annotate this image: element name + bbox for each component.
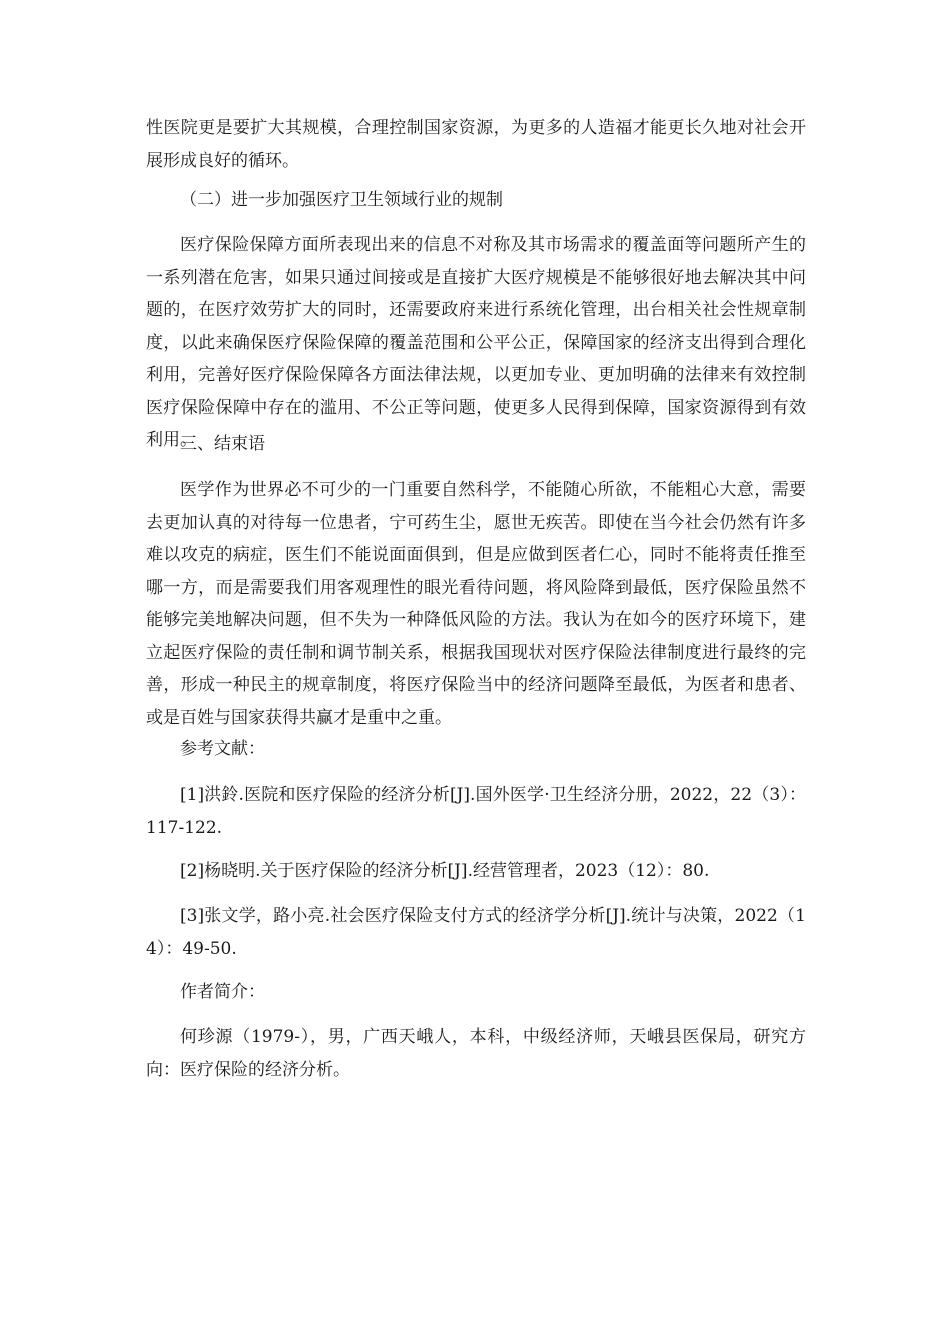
paragraph-regulation: 医疗保险保障方面所表现出来的信息不对称及其市场需求的覆盖面等问题所产生的一系列潜在危害，如果只通过间接或是直接扩大医疗规模是不能够很好地去解决其中问题的，在医疗效劳扩大的同时，还需要政府来进行系统化管理，出台相关社会性规章制度，以此来确保医疗保险保障的覆盖范围和公平公正，保障国家的经济支出得到合理化利用，完善好医疗保险保障各方面法律法规，以更加专业、更加明确的法律来有效控制医疗保险保障中存在的滥用、不公正等问题，使更多人民得到保障，国家资源得到有效利用。 [146, 235, 806, 450]
section-heading-conclusion: 三、结束语 [180, 434, 265, 454]
reference-item: [2]杨晓明.关于医疗保险的经济分析[J].经营管理者，2023（12）：80. [180, 861, 710, 881]
reference-item: [1]洪鈴.医院和医疗保险的经济分析[J].国外医学·卫生经济分册，2022，22（3）：117-122. [146, 785, 806, 838]
references-heading: 参考文献： [180, 739, 265, 759]
author-bio-heading: 作者简介： [180, 982, 265, 1002]
reference-item: [3]张文学，路小亮.社会医疗保险支付方式的经济学分析[J].统计与决策，2022（14）：49-50. [146, 906, 806, 959]
section-heading-regulation: （二）进一步加强医疗卫生领域行业的规制 [180, 190, 503, 210]
paragraph-continuation: 性医院更是要扩大其规模，合理控制国家资源，为更多的人造福才能更长久地对社会开展形成良好的循环。 [146, 118, 806, 171]
author-bio: 何珍源（1979-），男，广西天峨人，本科，中级经济师，天峨县医保局，研究方向：医疗保险的经济分析。 [146, 1027, 806, 1080]
paragraph-conclusion: 医学作为世界必不可少的一门重要自然科学，不能随心所欲，不能粗心大意，需要去更加认真的对待每一位患者，宁可药生尘，愿世无疾苦。即使在当今社会仍然有许多难以攻克的病症，医生们不能说面面俱到，但是应做到医者仁心，同时不能将责任推至哪一方，而是需要我们用客观理性的眼光看待问题，将风险降到最低，医疗保险虽然不能够完美地解决问题，但不失为一种降低风险的方法。我认为在如今的医疗环境下，建立起医疗保险的责任制和调节制关系，根据我国现状对医疗保险法律制度进行最终的完善，形成一种民主的规章制度，将医疗保险当中的经济问题降至最低，为医者和患者、或是百姓与国家获得共赢才是重中之重。 [146, 480, 806, 728]
